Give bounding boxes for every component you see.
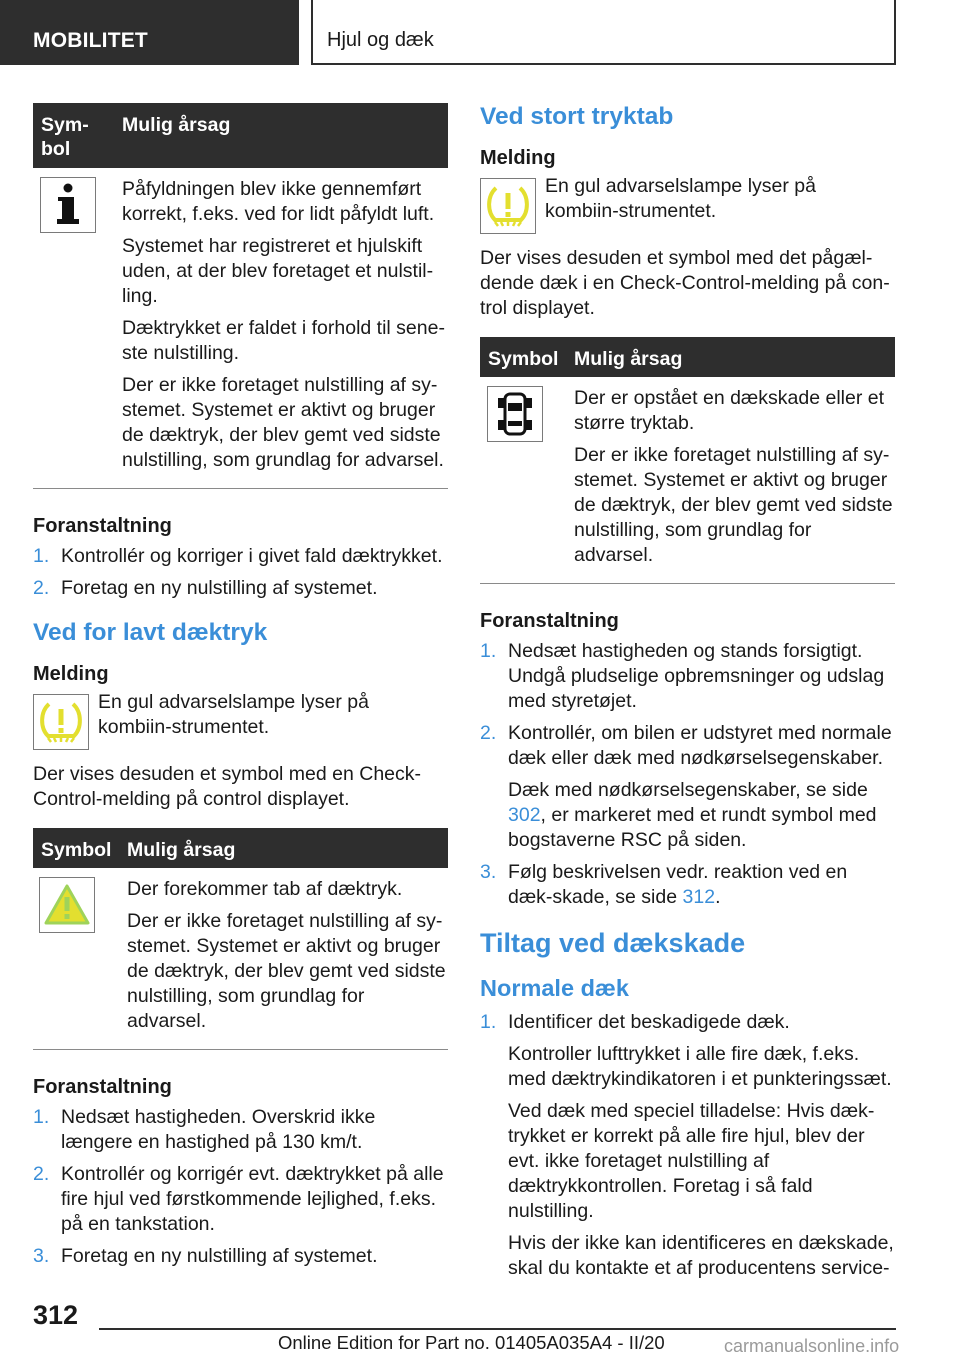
list-item: 2. Kontrollér og korrigér evt. dæktrykket på alle fire hjul ved førstkommende lejlighed, f.eks. på en tankstation. [33, 1163, 444, 1235]
list-item: 1. Nedsæt hastigheden. Overskrid ikke længere en hastighed på 130 km/t. [33, 1106, 376, 1153]
section-heading: Ved stort tryktab [480, 103, 674, 130]
list-item: 1. Nedsæt hastigheden og stands forsigtigt. Undgå pludselige opbremsninger og udslag med styretøjet. [480, 640, 885, 712]
message-block [480, 175, 895, 234]
tire-pressure-warning-icon [33, 694, 89, 750]
table-header-cause: Mulig årsag [122, 114, 231, 136]
cause-table-2 [33, 828, 448, 1050]
table-header-symbol: Symbol [41, 839, 112, 861]
table-header-symbol: Sym- bol [41, 114, 89, 160]
message-text: En gul advarselslampe lyser på kombiin-strumentet. [545, 175, 816, 222]
cause-text: Dæktrykket er faldet i forhold til sene-ste nulstilling. [122, 317, 445, 364]
list-item: 2. Foretag en ny nulstilling af systemet. [33, 577, 378, 599]
table-header-symbol: Symbol [488, 348, 559, 370]
tire-pressure-warning-icon [480, 178, 536, 234]
list-item: 3. Følg beskrivelsen vedr. reaktion ved en dæk-skade, se side 312. [480, 861, 848, 908]
cause-text: Der er ikke foretaget nulstilling af sy-stemet. Systemet er aktivt og bruger de dæktryk, der blev gemt ved sidste nulstilling, som grundlag for advarsel. [122, 374, 444, 471]
table-header [480, 337, 895, 377]
section-heading: Tiltag ved dækskade [480, 928, 746, 958]
melding-heading: Melding [480, 147, 556, 169]
list-item: 2. Kontrollér, om bilen er udstyret med normale dæk eller dæk med nødkørselsegenskaber. Dæk med nødkørselsegenskaber, se side 302, er markeret med et rundt symbol med bogstaverne RSC på siden. [480, 722, 892, 851]
table-header [33, 103, 448, 168]
left-column [33, 103, 448, 1276]
measure-block-3 [480, 610, 895, 910]
body-text: Der vises desuden et symbol med en Check-Control-melding på control displayet. [33, 763, 422, 810]
warning-triangle-icon [39, 877, 95, 933]
cause-text: Der er ikke foretaget nulstilling af sy-stemet. Systemet er aktivt og bruger de dæktryk, der blev gemt ved sidste nulstilling, som grundlag for advarsel. [127, 910, 446, 1032]
footer-edition: Online Edition for Part no. 01405A035A4 - II/20 [278, 1332, 665, 1353]
page-number: 312 [33, 1300, 79, 1330]
message-text: En gul advarselslampe lyser på kombiin-strumentet. [98, 691, 369, 738]
right-column [480, 103, 895, 1288]
section-tab: MOBILITET [0, 0, 299, 65]
subsection-heading: Normale dæk [480, 975, 629, 1001]
cause-text: Systemet har registreret et hjulskift uden, at der blev foretaget et nulstil-ling. [122, 235, 434, 307]
body-text: Der vises desuden et symbol med det pågæl-dende dæk i en Check-Control-melding på con-trol displayet. [480, 247, 890, 319]
car-tire-damage-icon [487, 386, 543, 442]
list-item: 1. Identificer det beskadigede dæk. Kontroller lufttrykket i alle fire dæk, f.eks. med dæktrykindikatoren i et punkteringssæt. Ved dæk med speciel tilladelse: Hvis dæk-trykket er korrekt på alle fire hjul, blev der evt. ikke foretaget nulstilling af dæktrykkontrollen. Foretag i så fald nulstilling. Hvis der ikke kan identificeres en dækskade, skal du kontakte et af producentens service- [480, 1011, 894, 1279]
cause-text: Der er opstået en dækskade eller et større tryktab. [574, 387, 885, 434]
cause-text: Der forekommer tab af dæktryk. [127, 878, 403, 900]
measure-block-2 [33, 1076, 448, 1269]
table-row [480, 377, 895, 584]
cause-text: Der er ikke foretaget nulstilling af sy-stemet. Systemet er aktivt og bruger de dæktryk, der blev gemt ved sidste nulstilling, som grundlag for advarsel. [574, 444, 893, 566]
list-item: 3. Foretag en ny nulstilling af systemet. [33, 1245, 378, 1267]
message-block [33, 691, 448, 750]
cause-text: Påfyldningen blev ikke gennemført korrekt, f.eks. ved for lidt påfyldt luft. [122, 178, 435, 225]
measure-title: Foranstaltning [480, 610, 619, 632]
watermark: carmanualsonline.info [724, 1336, 900, 1356]
table-header-cause: Mulig årsag [574, 348, 683, 370]
measure-block-1 [33, 515, 448, 601]
chapter-title: Hjul og dæk [311, 0, 896, 65]
table-header-cause: Mulig årsag [127, 839, 236, 861]
table-row [33, 868, 448, 1050]
table-header [33, 828, 448, 868]
page-link-312[interactable]: 312 [682, 886, 716, 908]
cause-table-1 [33, 103, 448, 489]
section-heading: Ved for lavt dæktryk [33, 619, 268, 646]
list-item: 1. Kontrollér og korriger i givet fald dæktrykket. [33, 545, 443, 567]
cause-table-3 [480, 337, 895, 584]
info-icon [40, 177, 96, 233]
melding-heading: Melding [33, 663, 109, 685]
measure-title: Foranstaltning [33, 1076, 172, 1098]
measure-title: Foranstaltning [33, 515, 172, 537]
footer-divider [99, 1328, 896, 1330]
page-link-302[interactable]: 302 [508, 804, 541, 826]
table-row [33, 168, 448, 489]
